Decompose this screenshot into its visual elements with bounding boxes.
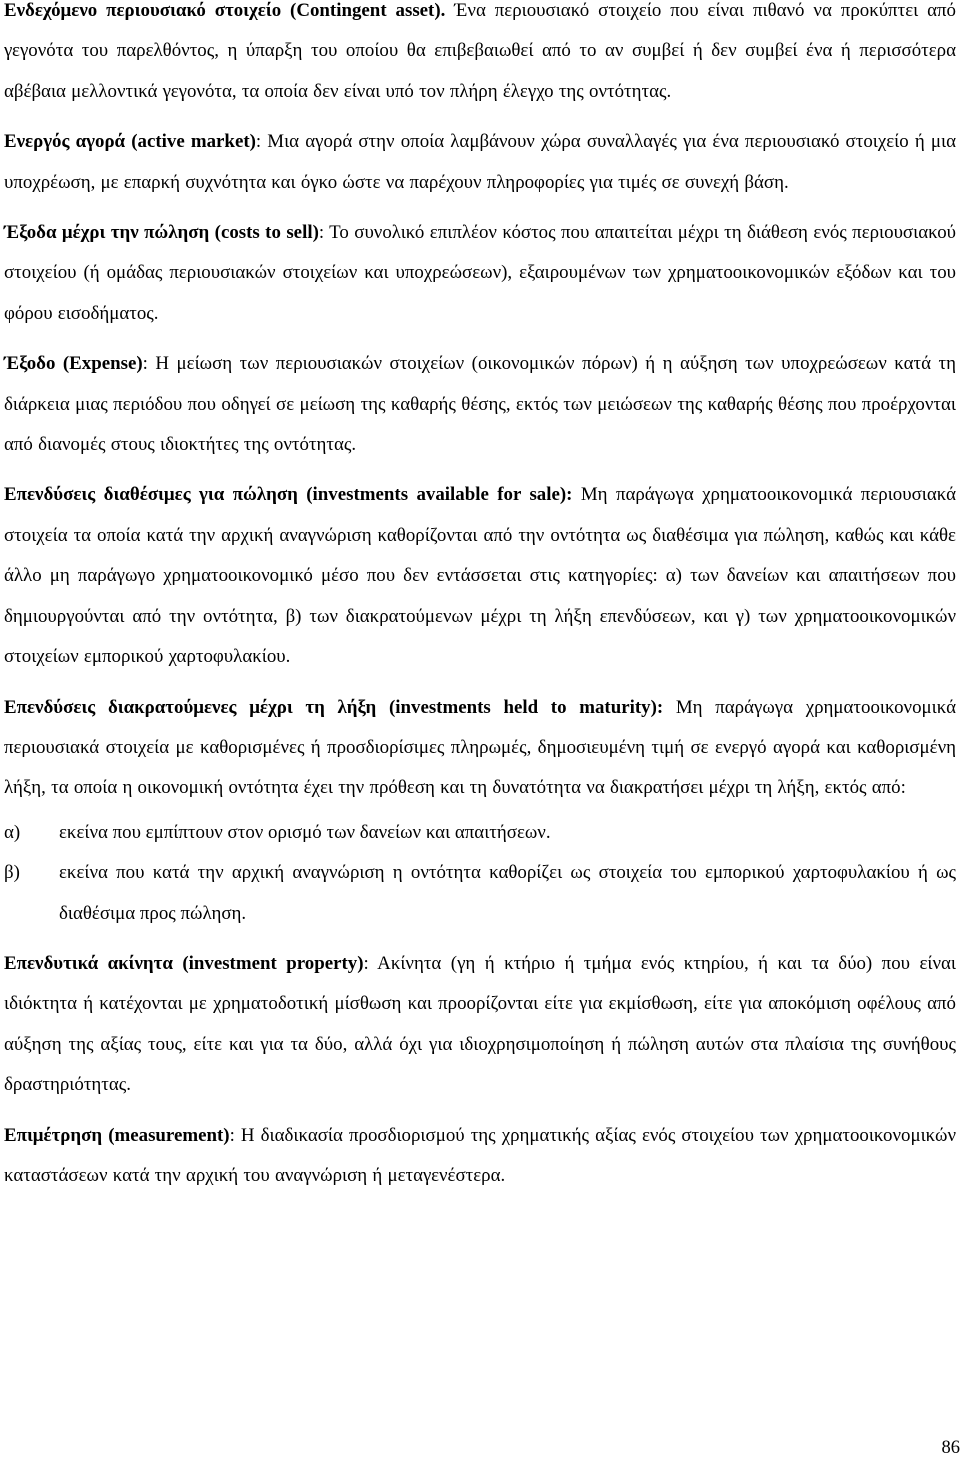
exception-item-a bbox=[4, 813, 956, 853]
definition-body: : Ακίνητα (γη ή κτήριο ή τμήμα ενός κτηρίου, ή και τα δύο) που είναι ιδιόκτητα ή κατέχονται με χρηματοδοτική μίσθωση και προορίζονται είτε για εκμίσθωση, είτε για αποκόμιση οφέλους από αύξηση της αξίας τους, είτε και για τα δύο, αλλά όχι για ιδιοχρησιμοποίηση ή πώληση αυτών στα πλαίσια της συνήθους δραστηριότητας. bbox=[4, 952, 956, 1096]
list-marker: β) bbox=[4, 862, 20, 884]
definition-body: : Η μείωση των περιουσιακών στοιχείων (οικονομικών πόρων) ή η αύξηση των υποχρεώσεων κατά τη διάρκεια μιας περιόδου που οδηγεί σε μείωση της καθαρής θέσης, εκτός των μειώσεων της καθαρής θέσης που προέρχονται από διανομές στους ιδιοκτήτες της οντότητας. bbox=[4, 353, 956, 456]
definition-contingent-asset bbox=[4, 0, 956, 112]
document-page bbox=[4, 0, 956, 1206]
definition-investment-property bbox=[4, 944, 956, 1106]
definition-investments-available-for-sale bbox=[4, 475, 956, 677]
definition-active-market bbox=[4, 122, 956, 203]
list-item-text: εκείνα που εμπίπτουν στον ορισμό των δανείων και απαιτήσεων. bbox=[59, 821, 551, 843]
definition-body: : Η διαδικασία προσδιορισμού της χρηματικής αξίας ενός στοιχείου των χρηματοοικονομικών καταστάσεων κατά την αρχική του αναγνώριση ή μεταγενέστερα. bbox=[4, 1124, 956, 1186]
definition-measurement bbox=[4, 1116, 956, 1197]
exception-item-b bbox=[4, 853, 956, 934]
list-item-text: εκείνα που κατά την αρχική αναγνώριση η οντότητα καθορίζει ως στοιχεία του εμπορικού χαρτοφυλακίου ή ως διαθέσιμα προς πώληση. bbox=[59, 862, 956, 924]
definition-body: Μη παράγωγα χρηματοοικονομικά περιουσιακά στοιχεία τα οποία κατά την αρχική αναγνώριση καθορίζονται από την οντότητα ως διαθέσιμα για πώληση, καθώς και κάθε άλλο μη παράγωγο χρηματοοικονομικό μέσο που δεν εντάσσεται στις κατηγορίες: α) των δανείων και απαιτήσεων που δημιουργούνται από την οντότητα, β) των διακρατούμενων μέχρι τη λήξη επενδύσεων, και γ) των χρηματοοικονομικών στοιχείων εμπορικού χαρτοφυλακίου. bbox=[4, 484, 956, 668]
definition-term: Επιμέτρηση (measurement) bbox=[4, 1124, 230, 1146]
definition-expense bbox=[4, 344, 956, 465]
definition-term: Έξοδο (Expense) bbox=[4, 353, 143, 375]
definition-body: Ένα περιουσιακό στοιχείο που είναι πιθανό να προκύπτει από γεγονότα του παρελθόντος, η ύπαρξη του οποίου θα επιβεβαιωθεί από το αν συμβεί ή δεν συμβεί ένα ή περισσότερα αβέβαια μελλοντικά γεγονότα, τα οποία δεν είναι υπό τον πλήρη έλεγχο της οντότητας. bbox=[4, 0, 957, 102]
page-number: 86 bbox=[941, 1438, 960, 1458]
list-marker: α) bbox=[4, 821, 21, 843]
definition-investments-held-to-maturity bbox=[4, 688, 956, 809]
definition-body: : Μια αγορά στην οποία λαμβάνουν χώρα συναλλαγές για ένα περιουσιακό στοιχείο ή μια υποχρέωση, με επαρκή συχνότητα και όγκο ώστε να παρέχουν πληροφορίες για τιμές σε συνεχή βάση. bbox=[4, 131, 956, 193]
definition-body: : Το συνολικό επιπλέον κόστος που απαιτείται μέχρι τη διάθεση ενός περιουσιακού στοιχείου (ή ομάδας περιουσιακών στοιχείων και υποχρεώσεων), εξαιρουμένων των χρηματοοικονομικών εξόδων και του φόρου εισοδήματος. bbox=[4, 222, 957, 324]
definition-costs-to-sell bbox=[4, 213, 956, 334]
definition-term: Ενδεχόμενο περιουσιακό στοιχείο (Contingent asset). bbox=[4, 0, 446, 21]
definition-term: Έξοδα μέχρι την πώληση (costs to sell) bbox=[4, 222, 319, 244]
definition-term: Επενδυτικά ακίνητα (investment property) bbox=[4, 952, 364, 974]
definition-term: Επενδύσεις διαθέσιμες για πώληση (investments available for sale): bbox=[4, 484, 573, 506]
definition-term: Ενεργός αγορά (active market) bbox=[4, 131, 256, 153]
definition-body: Μη παράγωγα χρηματοοικονομικά περιουσιακά στοιχεία με καθορισμένες ή προσδιορίσιμες πληρωμές, δημοσιευμένη τιμή σε ενεργό αγορά και καθορισμένη λήξη, τα οποία η οικονομική οντότητα έχει την πρόθεση και τη δυνατότητα να διακρατήσει μέχρι τη λήξη, εκτός από: bbox=[4, 696, 956, 799]
definition-term: Επενδύσεις διακρατούμενες μέχρι τη λήξη (investments held to maturity): bbox=[4, 696, 664, 718]
